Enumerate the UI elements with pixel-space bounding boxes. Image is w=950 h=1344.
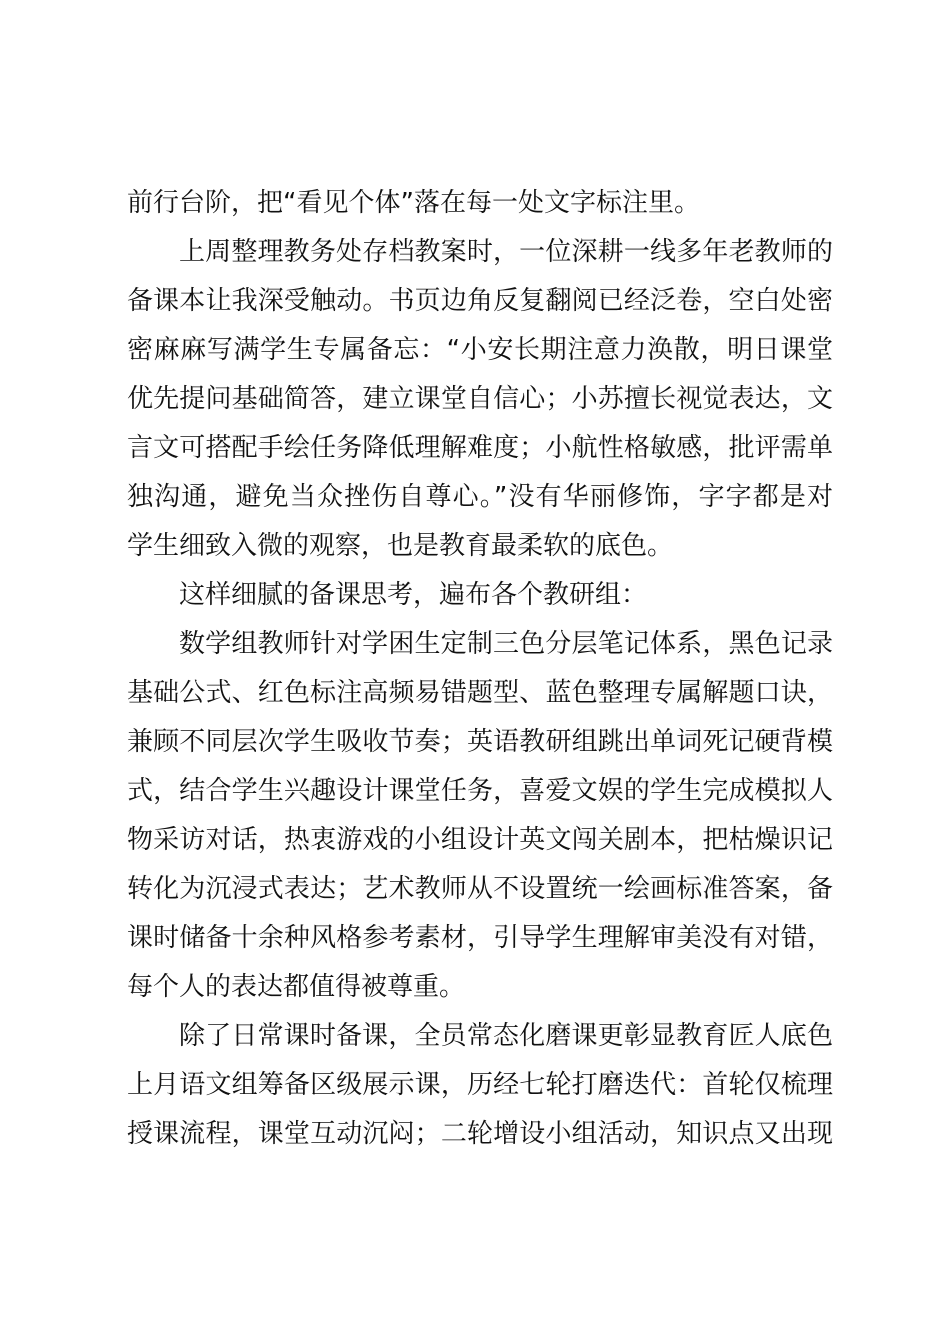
paragraph-start-line: 除了日常课时备课，全员常态化磨课更彰显教育匠人底色 <box>179 1021 833 1051</box>
paragraph-start-line: 这样细腻的备课思考，遍布各个教研组： <box>179 580 648 610</box>
text-line: 前行台阶，把“看见个体”落在每一处文字标注里。 <box>127 188 700 218</box>
text-line: 兼顾不同层次学生吸收节奏；英语教研组跳出单词死记硬背模 <box>127 727 833 757</box>
text-line: 备课本让我深受触动。书页边角反复翻阅已经泛卷，空白处密 <box>127 286 833 316</box>
paragraph-start-line: 数学组教师针对学困生定制三色分层笔记体系，黑色记录 <box>179 629 833 659</box>
text-line: 基础公式、红色标注高频易错题型、蓝色整理专属解题口诀， <box>127 678 833 708</box>
text-line: 独沟通，避免当众挫伤自尊心。”没有华丽修饰，字字都是对 <box>127 482 833 512</box>
text-line: 言文可搭配手绘任务降低理解难度；小航性格敏感，批评需单 <box>127 433 833 463</box>
text-line: 优先提问基础简答，建立课堂自信心；小苏擅长视觉表达，文 <box>127 384 833 414</box>
text-line: 每个人的表达都值得被尊重。 <box>127 972 466 1002</box>
text-line: 学生细致入微的观察，也是教育最柔软的底色。 <box>127 531 674 561</box>
text-line: 授课流程，课堂互动沉闷；二轮增设小组活动，知识点又出现 <box>127 1119 833 1149</box>
text-line: 转化为沉浸式表达；艺术教师从不设置统一绘画标准答案，备 <box>127 874 833 904</box>
body-text <box>127 179 833 1159</box>
text-line: 课时储备十余种风格参考素材，引导学生理解审美没有对错， <box>127 923 833 953</box>
text-line: 上月语文组筹备区级展示课，历经七轮打磨迭代：首轮仅梳理 <box>127 1070 833 1100</box>
text-line: 物采访对话，热衷游戏的小组设计英文闯关剧本，把枯燥识记 <box>127 825 833 855</box>
text-line: 式，结合学生兴趣设计课堂任务，喜爱文娱的学生完成模拟人 <box>127 776 833 806</box>
text-line: 密麻麻写满学生专属备忘：“小安长期注意力涣散，明日课堂 <box>127 335 833 365</box>
paragraph-start-line: 上周整理教务处存档教案时，一位深耕一线多年老教师的 <box>179 237 833 267</box>
